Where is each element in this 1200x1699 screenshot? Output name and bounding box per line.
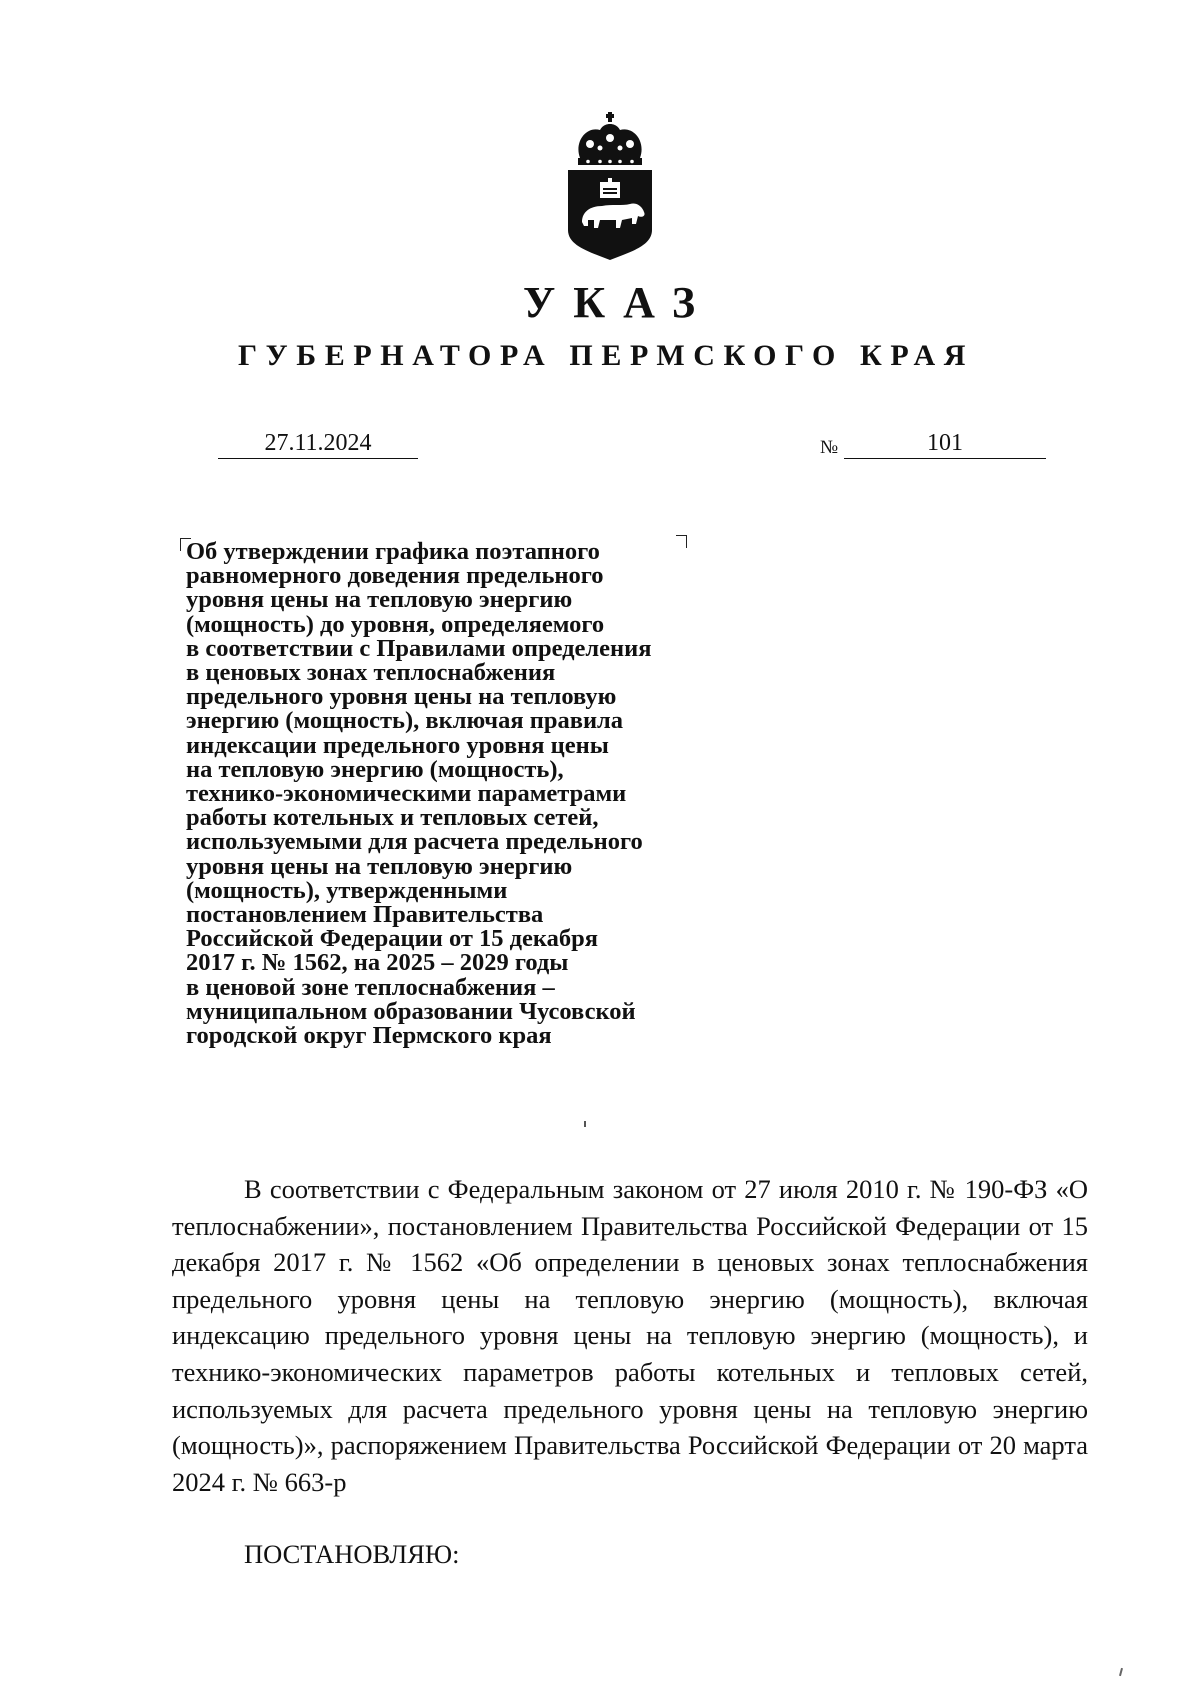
perm-krai-coat-of-arms-icon [560,112,660,262]
scan-mark [1119,1668,1123,1676]
decree-date: 27.11.2024 [218,428,418,459]
resolve-heading: ПОСТАНОВЛЯЮ: [244,1539,460,1569]
number-sign: № [820,437,839,458]
preamble-paragraph: В соответствии с Федеральным законом от 27 июля 2010 г. № 190-ФЗ «О теплоснабжении», постановлением Правительства Российской Федерации от 15 декабря 2017 г. № 1562 «Об определении в ценовых зонах теплоснабжения предельного уровня цены на тепловую энергию (мощность), включая индексацию предельного уровня цены на тепловую энергию (мощность), и технико-экономических параметров работы котельных и тепловых сетей, используемых для расчета предельного уровня цены на тепловую энергию (мощность)», распоряжением Правительства Российской Федерации от 20 марта 2024 г. № 663-р [172,1174,1088,1497]
document-issuer: ГУБЕРНАТОРА ПЕРМСКОГО КРАЯ [237,339,974,372]
decree-number: 101 [844,428,1046,459]
decree-body [172,1171,1088,1500]
decree-number-field [820,428,1046,460]
document-title: УКАЗ [522,278,714,327]
scan-mark [584,1121,586,1127]
decree-subject: Об утверждении графика поэтапного равномерного доведения предельного уровня цены на тепловую энергию (мощность) до уровня, определяемого в соответствии с Правилами определения в ценовых зонах теплоснабжения предельного уровня цены на тепловую энергию (мощность), включая правила индексации предельного уровня цены на тепловую энергию (мощность), технико-экономическими параметрами работы котельных и тепловых сетей, используемыми для расчета предельного уровня цены на тепловую энергию (мощность), утвержденными постановлением Правительства Российской Федерации от 15 декабря 2017 г. № 1562, на 2025 – 2029 годы в ценовой зоне теплоснабжения – муниципальном образовании Чусовской городской округ Пермского края [186,538,652,1050]
